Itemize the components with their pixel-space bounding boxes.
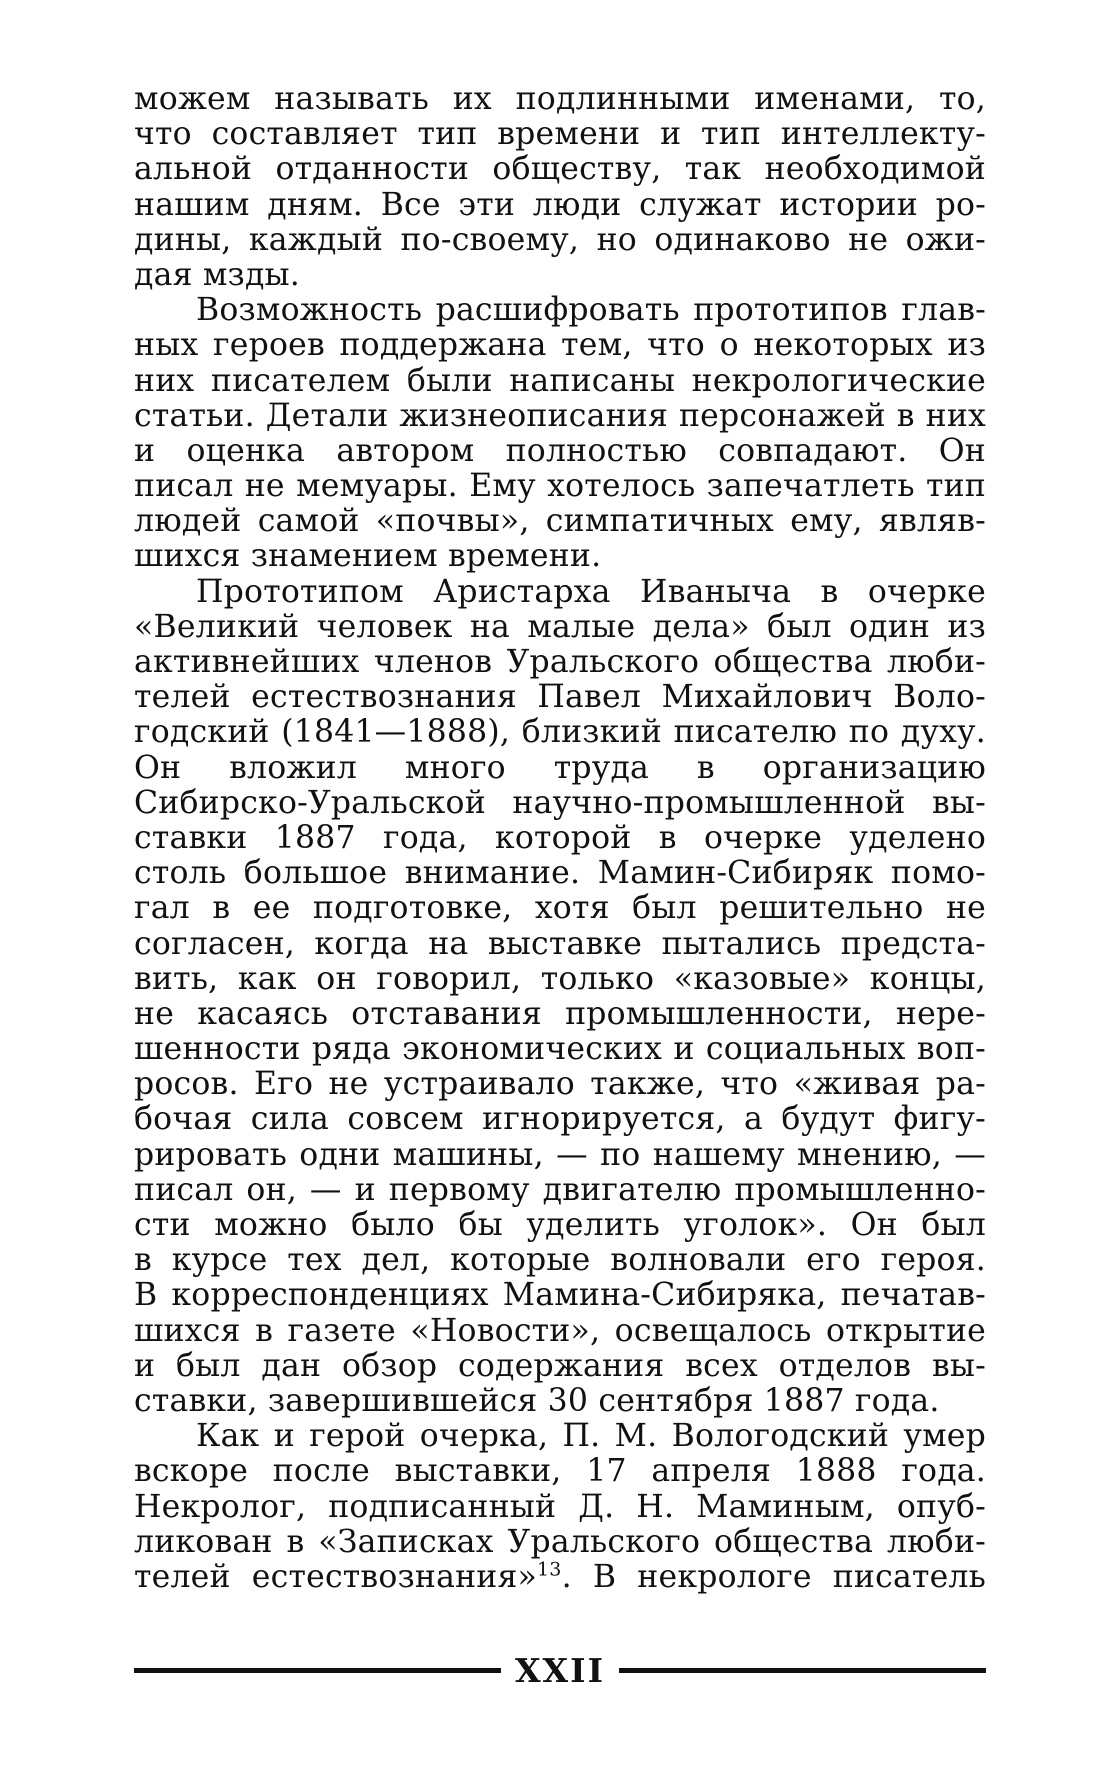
text-line-content: согласен, когда на выставке пытались предста- xyxy=(134,925,986,962)
text-line-content: годский (1841—1888), близкий писателю по духу. xyxy=(134,714,986,751)
text-line-content: ных героев поддержана тем, что о некоторых из xyxy=(134,327,986,364)
text-line xyxy=(134,399,986,434)
text-line-content: ставки, завершившейся 30 сентября 1887 года. xyxy=(134,1382,940,1419)
text-line xyxy=(134,152,986,187)
footer-rule-right xyxy=(619,1668,986,1673)
text-line xyxy=(134,1349,986,1384)
body-text xyxy=(134,82,986,1595)
text-line xyxy=(134,293,986,328)
text-line xyxy=(134,1208,986,1243)
text-line-content: рировать одни машины, — по нашему мнению, — xyxy=(134,1136,986,1173)
text-line-content: шихся в газете «Новости», освещалось открытие xyxy=(134,1312,986,1349)
text-line-content: дины, каждый по-своему, но одинаково не ожи- xyxy=(134,221,986,258)
text-line xyxy=(134,927,986,962)
text-line-content: «Великий человек на малые дела» был один из xyxy=(134,608,986,645)
text-line xyxy=(134,1314,986,1349)
page-footer xyxy=(134,1648,986,1692)
text-line-content: писал не мемуары. Ему хотелось запечатлеть тип xyxy=(134,468,986,505)
text-line-content: Он вложил много труда в организацию xyxy=(134,749,986,786)
text-line-content: что составляет тип времени и тип интеллекту- xyxy=(134,116,986,153)
text-line xyxy=(134,1032,986,1067)
text-line xyxy=(134,1560,986,1595)
text-line xyxy=(134,1138,986,1173)
text-line-content: людей самой «почвы», симпатичных ему, являв- xyxy=(134,503,986,540)
text-line xyxy=(134,856,986,891)
text-line-content: столь большое внимание. Мамин-Сибиряк помо- xyxy=(134,855,986,892)
text-line-content: них писателем были написаны некрологические xyxy=(134,362,986,399)
text-line xyxy=(134,575,986,610)
text-line-content: писал он, — и первому двигателю промышленно- xyxy=(134,1171,986,1208)
text-line-content: альной отданности обществу, так необходимой xyxy=(134,151,986,188)
text-line xyxy=(134,82,986,117)
page-number: XXII xyxy=(514,1650,606,1690)
text-line-content: и оценка автором полностью совпадают. Он xyxy=(134,432,986,469)
text-line-content: Возможность расшифровать прототипов глав- xyxy=(196,292,986,329)
text-line xyxy=(134,188,986,223)
text-line xyxy=(134,117,986,152)
text-line xyxy=(134,504,986,539)
text-line-content: статьи. Детали жизнеописания персонажей в них xyxy=(134,397,986,434)
text-line-content: Некролог, подписанный Д. Н. Маминым, опуб- xyxy=(134,1488,986,1525)
text-line xyxy=(134,891,986,926)
text-line-content: ликован в «Записках Уральского общества люби- xyxy=(134,1523,986,1560)
text-line-content: Прототипом Аристарха Иваныча в очерке xyxy=(196,573,986,610)
text-line xyxy=(134,680,986,715)
text-line-content: и был дан обзор содержания всех отделов вы- xyxy=(134,1347,986,1384)
text-line-content: телей естествознания Павел Михайлович Воло- xyxy=(134,679,986,716)
text-line-content: можем называть их подлинными именами, то, xyxy=(134,81,986,117)
text-line-content: росов. Его не устраивало также, что «живая ра- xyxy=(134,1066,986,1103)
text-line-content: В корреспонденциях Мамина-Сибиряка, печатав- xyxy=(134,1277,986,1314)
text-line xyxy=(134,962,986,997)
text-line-tail: . В некрологе писатель xyxy=(561,1558,986,1595)
text-line xyxy=(134,1278,986,1313)
text-line xyxy=(134,751,986,786)
text-line xyxy=(134,786,986,821)
text-line-content: Как и герой очерка, П. М. Вологодский умер xyxy=(196,1418,986,1455)
text-line xyxy=(134,1067,986,1102)
footnote-marker: 13 xyxy=(537,1558,562,1581)
text-line xyxy=(134,1490,986,1525)
text-line-content: Сибирско-Уральской научно-промышленной вы- xyxy=(134,784,986,821)
text-line-content: шихся знамением времени. xyxy=(134,538,602,575)
text-line-content: ставки 1887 года, которой в очерке уделено xyxy=(134,819,986,856)
text-line-content: гал в ее подготовке, хотя был решительно не xyxy=(134,890,986,927)
text-line xyxy=(134,645,986,680)
text-line-content: телей естествознания» xyxy=(134,1558,537,1595)
text-line xyxy=(134,364,986,399)
text-line xyxy=(134,258,986,293)
text-line xyxy=(134,1102,986,1137)
text-line xyxy=(134,821,986,856)
text-line-content: нашим дням. Все эти люди служат истории ро- xyxy=(134,186,986,223)
footer-rule-left xyxy=(134,1668,501,1673)
text-line xyxy=(134,1243,986,1278)
text-line-content: шенности ряда экономических и социальных воп- xyxy=(134,1031,986,1068)
text-line xyxy=(134,223,986,258)
text-line xyxy=(134,610,986,645)
text-line xyxy=(134,539,986,574)
text-line-content: вскоре после выставки, 17 апреля 1888 года. xyxy=(134,1453,986,1490)
text-line xyxy=(134,328,986,363)
text-line-content: в курсе тех дел, которые волновали его героя. xyxy=(134,1242,986,1279)
text-line xyxy=(134,997,986,1032)
text-line xyxy=(134,1384,986,1419)
text-line xyxy=(134,1419,986,1454)
text-line xyxy=(134,434,986,469)
text-line xyxy=(134,1173,986,1208)
text-line-content: вить, как он говорил, только «казовые» концы, xyxy=(134,960,986,997)
text-line xyxy=(134,1454,986,1489)
text-line-content: активнейших членов Уральского общества люби- xyxy=(134,644,986,680)
text-line xyxy=(134,1525,986,1560)
text-line-content: бочая сила совсем игнорируется, а будут фигу- xyxy=(134,1101,986,1138)
text-line xyxy=(134,715,986,750)
text-line-content: дая мзды. xyxy=(134,256,301,293)
text-line-content: сти можно было бы уделить уголок». Он был xyxy=(134,1207,986,1243)
text-line-content: не касаясь отставания промышленности, нере- xyxy=(134,995,986,1032)
text-line xyxy=(134,469,986,504)
